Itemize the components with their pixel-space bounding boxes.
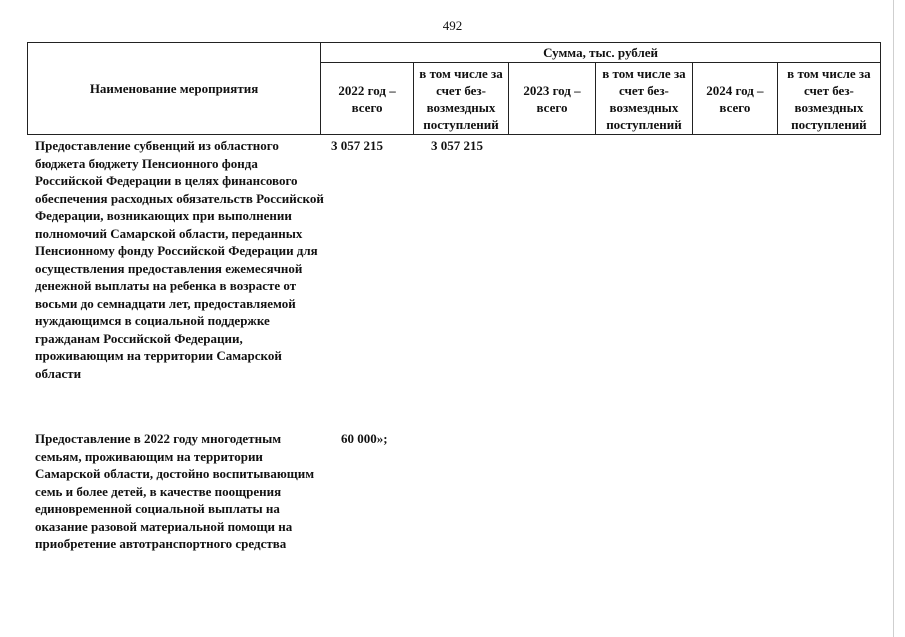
column-header-2024-total: 2024 год – всего <box>692 63 777 135</box>
column-header-2024-gratuitous: в том числе за счет без-возмездных поступлений <box>777 63 880 135</box>
row-value-2022-total: 3 057 215 <box>331 138 383 153</box>
row-value-2022-gratuitous: 3 057 215 <box>431 138 483 153</box>
column-header-2023-total: 2023 год – всего <box>509 63 596 135</box>
column-header-name: Наименование мероприятия <box>28 43 321 135</box>
column-header-2022-gratuitous: в том числе за счет без-возмездных поступлений <box>414 63 509 135</box>
page-number: 492 <box>442 18 463 33</box>
scan-edge-line <box>893 0 894 637</box>
column-header-2022-total: 2022 год – всего <box>321 63 414 135</box>
row-name: Предоставление в 2022 году многодетным семьям, проживающим на территории Самарской области, достойно воспитывающим семь и более детей, в качестве поощрения единовременной социальной выплаты на оказание разовой материальной помощи на приобретение автотранспортного средства <box>35 431 315 551</box>
row-name: Предоставление субвенций из областного бюджета бюджету Пенсионного фонда Российской Федерации в целях финансового обеспечения расходных обязательств Российской Федерации, возникающих при выполнении полномочий Самарской области, переданных Пенсионному фонду Российской Федерации для осуществления предоставления ежемесячной денежной выплаты на ребенка в возрасте от восьми до семнадцати лет, предоставляемой нуждающимся в социальной поддержке гражданам Российской Федерации, проживающим на территории Самарской области <box>35 138 324 381</box>
table-header <box>27 42 881 135</box>
row-value-2022-total: 60 000»; <box>341 431 388 446</box>
column-header-2023-gratuitous: в том числе за счет без-возмездных поступлений <box>595 63 692 135</box>
sum-header: Сумма, тыс. рублей <box>321 43 881 63</box>
